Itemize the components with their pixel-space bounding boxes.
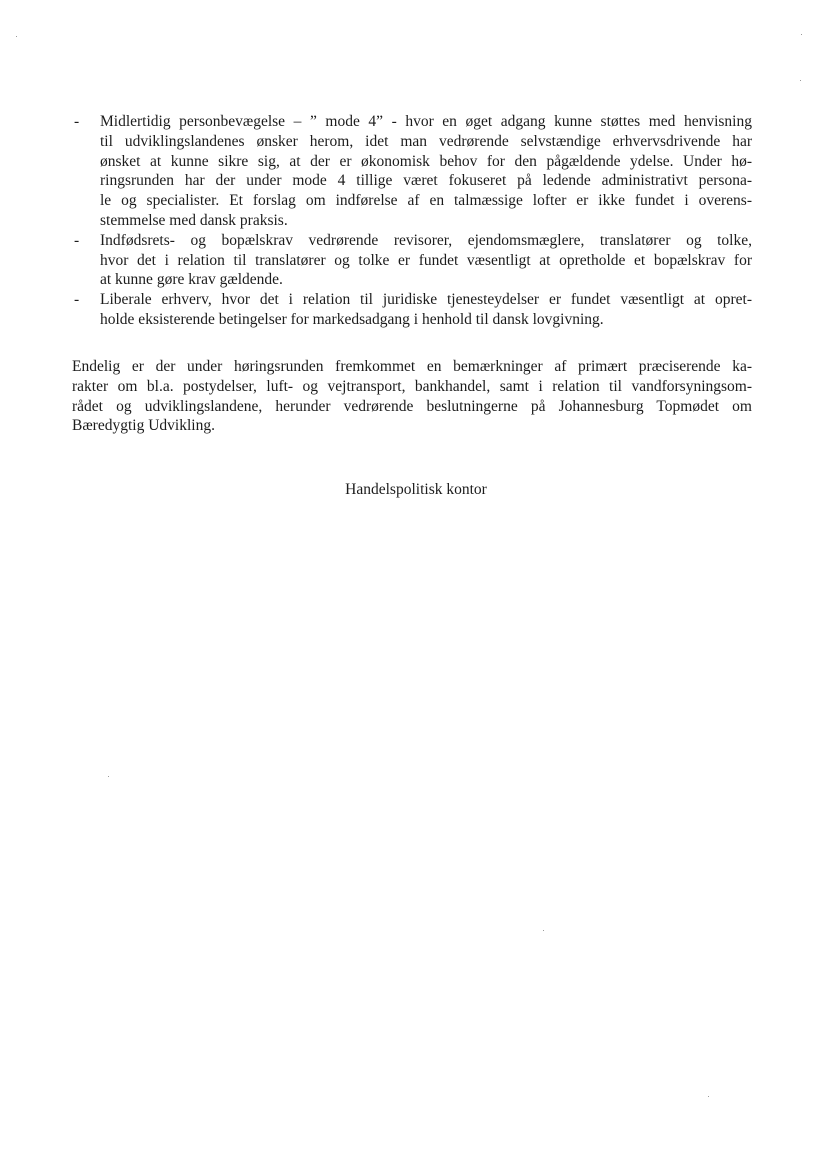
bullet-marker: - <box>74 291 80 309</box>
scan-speck <box>800 80 801 81</box>
scan-speck <box>543 930 544 931</box>
bullet-line: hvor det i relation til translatører og tolke er fundet væsentligt at opretholde et bopælskrav for <box>100 251 752 269</box>
bullet-line: Indfødsrets- og bopælskrav vedrørende revisorer, ejendomsmæglere, translatører og tolke, <box>100 231 752 249</box>
bullet-marker: - <box>74 231 80 249</box>
bullet-line: stemmelse med dansk praksis. <box>100 211 288 229</box>
scan-speck <box>708 1096 709 1097</box>
scan-speck <box>16 36 17 37</box>
bullet-line: le og specialister. Et forslag om indførelse af en talmæssige lofter er ikke fundet i overens- <box>100 192 752 210</box>
signature-office: Handelspolitisk kontor <box>345 481 487 498</box>
bullet-item-liberal-professions <box>72 290 752 330</box>
bullet-line: ønsket at kunne sikre sig, at der er økonomisk behov for den pågældende ydelse. Under hø- <box>100 152 752 170</box>
closing-paragraph <box>72 357 752 436</box>
bullet-marker: - <box>74 113 80 130</box>
bullet-line: ringsrunden har der under mode 4 tillige været fokuseret på ledende administrativt persona- <box>100 172 752 190</box>
bullet-item-residence <box>72 231 752 290</box>
bullet-line: til udviklingslandenes ønsker herom, idet man vedrørende selvstændige erhvervsdrivende har <box>100 132 752 150</box>
scan-speck <box>108 776 109 777</box>
paragraph-line: rakter om bl.a. postydelser, luft- og vejtransport, bankhandel, samt i relation til vandforsyningsom- <box>72 377 752 395</box>
bullet-line: at kunne gøre krav gældende. <box>100 271 283 289</box>
bullet-list <box>72 112 752 330</box>
paragraph-line: Bæredygtig Udvikling. <box>72 417 215 435</box>
paragraph-line: rådet og udviklingslandene, herunder vedrørende beslutningerne på Johannesburg Topmødet om <box>72 397 752 415</box>
bullet-line: Midlertidig personbevægelse – ” mode 4” - hvor en øget adgang kunne støttes med henvisning <box>100 113 752 130</box>
paragraph-line: Endelig er der under høringsrunden fremkommet en bemærkninger af primært præciserende ka- <box>72 358 752 375</box>
bullet-line: Liberale erhverv, hvor det i relation til juridiske tjenesteydelser er fundet væsentligt at opret- <box>100 291 752 309</box>
scan-speck <box>801 34 802 35</box>
bullet-item-mode4 <box>72 112 752 231</box>
bullet-line: holde eksisterende betingelser for markedsadgang i henhold til dansk lovgivning. <box>100 310 604 328</box>
